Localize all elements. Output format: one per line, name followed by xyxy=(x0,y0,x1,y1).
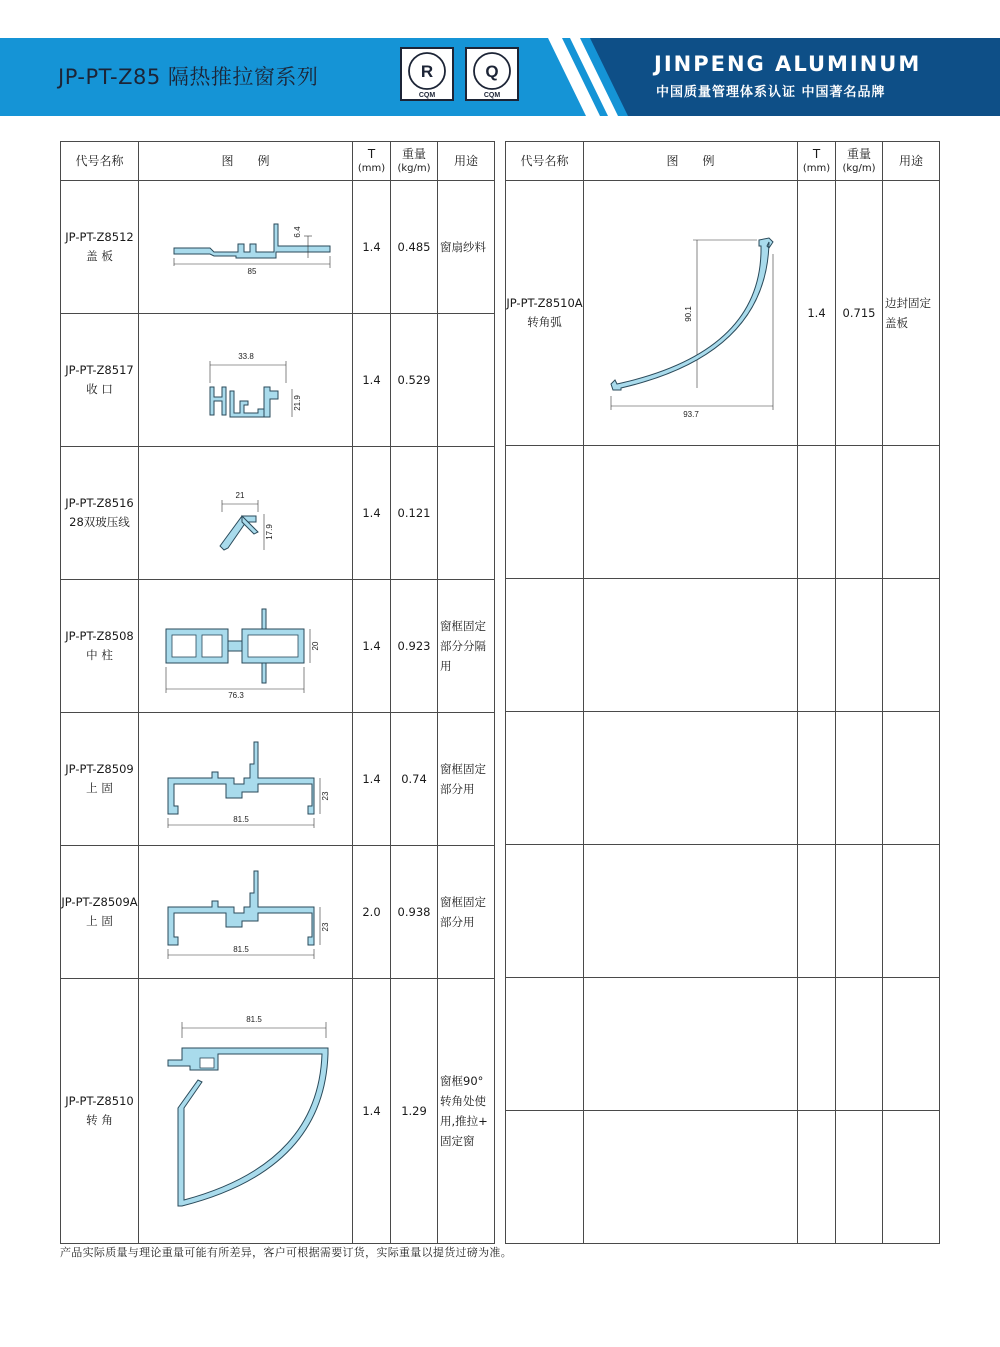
profile-figure-cell xyxy=(139,580,353,713)
dimension-width: 85 xyxy=(247,267,256,276)
corner-arc-profile-icon xyxy=(591,198,791,428)
header-use: 用途 xyxy=(438,142,495,181)
use-line: 窗框固定 xyxy=(440,619,486,633)
thickness-cell: 2.0 xyxy=(353,846,391,979)
header-code: 代号名称 xyxy=(506,142,584,181)
header-thickness xyxy=(353,142,391,181)
dimension-width: 81.5 xyxy=(232,815,249,824)
product-code-cell xyxy=(61,181,139,314)
product-name: 转 角 xyxy=(86,1113,113,1127)
thickness-cell: 1.4 xyxy=(353,979,391,1244)
use-line: 转角处使 xyxy=(440,1094,486,1108)
brand-name: JINPENG ALUMINUM xyxy=(654,52,922,76)
header-weight-unit: (kg/m) xyxy=(842,162,876,174)
dimension-height: 23 xyxy=(320,791,330,801)
thickness-cell: 1.4 xyxy=(353,314,391,447)
header-weight-label: 重量 xyxy=(846,146,871,161)
use-line: 固定窗 xyxy=(440,1134,475,1148)
profile-figure-cell xyxy=(139,447,353,580)
dimension-height: 23 xyxy=(320,922,330,932)
product-code-cell xyxy=(61,713,139,846)
table-row xyxy=(61,580,495,713)
table-header-row xyxy=(506,142,940,181)
product-code: JP-PT-Z8508 xyxy=(65,629,134,643)
top-fixed-profile-icon xyxy=(146,724,346,834)
table-row xyxy=(61,713,495,846)
dimension-height: 20 xyxy=(310,641,320,651)
use-line: 部分用 xyxy=(440,782,475,796)
series-title: JP-PT-Z85 隔热推拉窗系列 xyxy=(58,65,319,89)
dimension-width: 81.5 xyxy=(232,945,249,954)
profile-figure-cell xyxy=(139,713,353,846)
use-cell: 窗扇纱料 xyxy=(438,181,495,314)
product-code: JP-PT-Z8510 xyxy=(65,1094,134,1108)
weight-cell: 0.74 xyxy=(391,713,438,846)
corner-profile-icon xyxy=(146,996,346,1226)
badge-r-letter: R xyxy=(420,62,434,81)
use-cell xyxy=(438,447,495,580)
header-t-unit: (mm) xyxy=(357,162,386,174)
product-code-cell xyxy=(61,580,139,713)
use-line: 部分用 xyxy=(440,915,475,929)
dimension-width: 33.8 xyxy=(237,352,254,361)
profile-figure-cell xyxy=(139,181,353,314)
use-line: 部分分隔 xyxy=(440,639,486,653)
table-row xyxy=(61,314,495,447)
use-cell xyxy=(883,181,940,446)
product-code-cell xyxy=(61,846,139,979)
product-code-cell xyxy=(61,314,139,447)
use-line: 窗框固定 xyxy=(440,762,486,776)
use-cell xyxy=(438,314,495,447)
dimension-height: 17.9 xyxy=(264,524,274,540)
mullion-profile-icon xyxy=(146,591,346,701)
use-line: 边封固定 xyxy=(885,296,931,310)
weight-cell: 0.485 xyxy=(391,181,438,314)
dimension-height: 90.1 xyxy=(683,306,693,322)
header-t-label: T xyxy=(812,146,821,161)
weight-cell: 0.938 xyxy=(391,846,438,979)
product-code: JP-PT-Z8517 xyxy=(65,363,134,377)
top-fixed-a-profile-icon xyxy=(146,857,346,967)
header-use: 用途 xyxy=(883,142,940,181)
profile-table-left xyxy=(60,141,495,1244)
thickness-cell: 1.4 xyxy=(353,181,391,314)
header-t-unit: (mm) xyxy=(802,162,831,174)
use-cell xyxy=(438,580,495,713)
brand-tagline: 中国质量管理体系认证 中国著名品牌 xyxy=(656,85,886,100)
use-cell xyxy=(438,979,495,1244)
product-name: 上 固 xyxy=(86,781,113,795)
cqm-r-badge-icon xyxy=(400,47,454,101)
product-name: 28双玻压线 xyxy=(69,515,130,529)
product-name: 收 口 xyxy=(86,382,113,396)
profile-table-right xyxy=(505,141,940,1244)
weight-cell: 0.923 xyxy=(391,580,438,713)
table-row xyxy=(61,846,495,979)
table-row-empty xyxy=(506,978,940,1111)
header-code: 代号名称 xyxy=(61,142,139,181)
product-code-cell xyxy=(61,447,139,580)
profile-figure-cell xyxy=(139,979,353,1244)
table-row-empty xyxy=(506,1111,940,1244)
weight-cell: 1.29 xyxy=(391,979,438,1244)
badge-q-text: CQM xyxy=(483,92,501,99)
cover-plate-profile-icon xyxy=(146,192,346,302)
glazing-bead-profile-icon xyxy=(146,458,346,568)
dimension-width: 93.7 xyxy=(682,410,699,419)
thickness-cell: 1.4 xyxy=(798,181,836,446)
badge-q-letter: Q xyxy=(485,62,499,81)
footnote: 产品实际质量与理论重量可能有所差异，客户可根据需要订货，实际重量以提货过磅为准。 xyxy=(60,1246,512,1259)
table-row-empty xyxy=(506,712,940,845)
table-header-row xyxy=(61,142,495,181)
profile-figure-cell xyxy=(139,846,353,979)
header-weight xyxy=(836,142,883,181)
dimension-height: 6.4 xyxy=(292,226,302,238)
thickness-cell: 1.4 xyxy=(353,447,391,580)
table-row-empty xyxy=(506,579,940,712)
weight-cell: 0.529 xyxy=(391,314,438,447)
product-code: JP-PT-Z8510A xyxy=(506,296,583,310)
table-row xyxy=(61,447,495,580)
table-row xyxy=(61,979,495,1244)
header-weight xyxy=(391,142,438,181)
profile-figure-cell xyxy=(139,314,353,447)
product-code: JP-PT-Z8509 xyxy=(65,762,134,776)
thickness-cell: 1.4 xyxy=(353,580,391,713)
product-name: 盖 板 xyxy=(86,249,113,263)
table-row-empty xyxy=(506,446,940,579)
header-figure: 图 例 xyxy=(584,142,798,181)
closing-profile-icon xyxy=(146,325,346,435)
dimension-height: 21.9 xyxy=(292,395,302,411)
thickness-cell: 1.4 xyxy=(353,713,391,846)
header-figure: 图 例 xyxy=(139,142,353,181)
use-line: 用,推拉+ xyxy=(440,1114,488,1128)
header-weight-label: 重量 xyxy=(401,146,426,161)
dimension-width: 21 xyxy=(235,491,244,500)
header-t-label: T xyxy=(367,146,376,161)
use-line: 用 xyxy=(440,659,452,673)
table-row-empty xyxy=(506,845,940,978)
use-line: 窗框固定 xyxy=(440,895,486,909)
table-row xyxy=(506,181,940,446)
table-row xyxy=(61,181,495,314)
dimension-width: 81.5 xyxy=(245,1015,262,1024)
dimension-width: 76.3 xyxy=(227,691,244,700)
use-line: 窗框90° xyxy=(440,1074,484,1088)
product-code: JP-PT-Z8509A xyxy=(61,895,138,909)
product-code-cell xyxy=(506,181,584,446)
product-code: JP-PT-Z8516 xyxy=(65,496,134,510)
header-weight-unit: (kg/m) xyxy=(397,162,431,174)
product-code-cell xyxy=(61,979,139,1244)
product-code: JP-PT-Z8512 xyxy=(65,230,134,244)
product-name: 中 柱 xyxy=(86,648,113,662)
use-cell xyxy=(438,846,495,979)
use-cell xyxy=(438,713,495,846)
cqm-q-badge-icon xyxy=(465,47,519,101)
badge-r-text: CQM xyxy=(418,92,436,99)
use-line: 盖板 xyxy=(885,316,908,330)
header-thickness xyxy=(798,142,836,181)
product-name: 转角弧 xyxy=(527,315,562,329)
weight-cell: 0.121 xyxy=(391,447,438,580)
profile-figure-cell xyxy=(584,181,798,446)
product-name: 上 固 xyxy=(86,914,113,928)
weight-cell: 0.715 xyxy=(836,181,883,446)
